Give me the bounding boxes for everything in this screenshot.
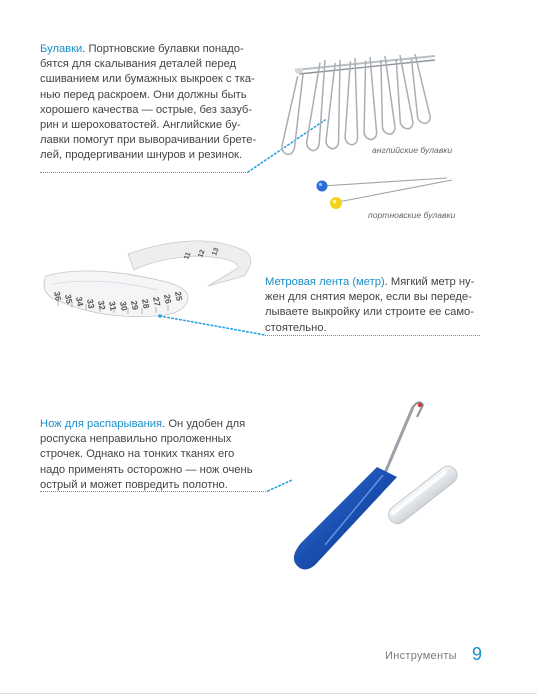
- tailor-pins-caption: портновские булавки: [368, 210, 456, 220]
- tape-number: 35: [63, 293, 75, 305]
- pins-line-7: лавки помогут при выворачивании брете-: [40, 134, 257, 147]
- footer-section-title: Инструменты: [385, 650, 457, 662]
- tape-number: 29: [129, 299, 141, 311]
- pins-line-6: рин и шероховатостей. Английские бу-: [40, 119, 241, 132]
- pins-line-2: бятся для скалывания деталей перед: [40, 58, 237, 71]
- pins-line-1: . Портновские булавки понадо-: [82, 43, 244, 55]
- tape-term: Метровая лента (метр): [265, 276, 385, 288]
- tape-number: 34: [74, 296, 86, 308]
- ripper-line-1: . Он удобен для: [162, 418, 246, 430]
- tape-number: 33: [85, 298, 97, 310]
- tape-number: 11: [183, 251, 193, 261]
- english-pins-caption: английские булавки: [372, 145, 453, 155]
- ripper-line-2: роспуска неправильно проложенных: [40, 433, 232, 446]
- pins-term: Булавки: [40, 43, 83, 55]
- ripper-term: Нож для распарывания: [40, 418, 163, 430]
- tape-number: 30: [118, 300, 130, 312]
- tape-line-2: жен для снятия мерок, если вы переде-: [265, 291, 472, 304]
- tape-line-4: стоятельно.: [265, 321, 327, 334]
- ripper-line-5: острый и может повредить полотно.: [40, 478, 228, 491]
- tape-number: 27: [151, 296, 163, 308]
- tape-number: 12: [197, 248, 207, 259]
- tape-line-3: лываете выкройку или строите ее само-: [265, 306, 474, 319]
- tape-number: 26: [162, 293, 174, 305]
- tape-number: 31: [107, 300, 119, 312]
- footer-decor-bar: [0, 688, 537, 700]
- ripper-line-3: строчек. Однако на тонких тканях его: [40, 448, 235, 461]
- tape-number: 25: [173, 290, 185, 302]
- pins-line-5: хорошего качества — острые, без зазуб-: [40, 103, 253, 116]
- page-number: 9: [472, 644, 483, 664]
- pins-line-4: нью перед раскроем. Они должны быть: [40, 88, 247, 101]
- tape-number: 36: [52, 290, 64, 302]
- tape-number: 32: [96, 299, 108, 311]
- tape-number: 13: [211, 246, 221, 257]
- pins-line-3: сшиванием или бумажных выкроек с тка-: [40, 73, 255, 86]
- ripper-line-4: надо применять осторожно — нож очень: [40, 463, 253, 476]
- tape-line-1: . Мягкий метр ну-: [384, 276, 475, 288]
- tape-number: 28: [140, 298, 152, 310]
- seam-ripper-image: [285, 395, 485, 585]
- pins-line-8: лей, продергивании шнуров и резинок.: [40, 149, 243, 162]
